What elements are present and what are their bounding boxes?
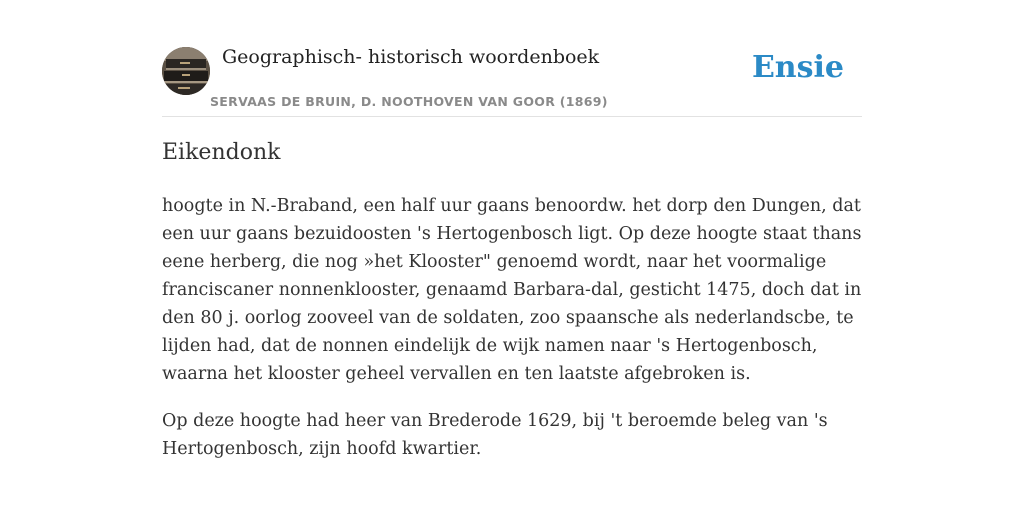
brand-logo[interactable]: Ensie: [751, 50, 844, 85]
entry-headword: Eikendonk: [162, 140, 281, 165]
entry-paragraph: Op deze hoogte had heer van Brederode 1629, bij 't beroemde beleg van 's Hertogenbosch, zijn hoofd kwartier.: [162, 411, 828, 459]
entry-body: [162, 192, 862, 482]
header: [162, 40, 862, 117]
entry-paragraph: hoogte in N.-Braband, een half uur gaans benoordw. het dorp den Dungen, dat een uur gaans bezuidoosten 's Hertogenbosch ligt. Op deze hoogte staat thans eene herberg, die nog »het Klooster" genoemd wordt, naar het voormalige franciscaner nonnenklooster, genaamd Barbara-dal, gesticht 1475, doch dat in den 80 j. oorlog zooveel van de soldaten, zoo spaansche als nederlandscbe, te lijden had, dat de nonnen eindelijk de wijk namen naar 's Hertogenbosch, waarna het klooster geheel vervallen en ten laatste afgebroken is.: [162, 196, 862, 384]
book-authors: SERVAAS DE BRUIN, D. NOOTHOVEN VAN GOOR (1869): [210, 94, 608, 109]
book-cover-icon[interactable]: [162, 47, 210, 95]
book-title[interactable]: Geographisch- historisch woordenboek: [222, 46, 600, 68]
